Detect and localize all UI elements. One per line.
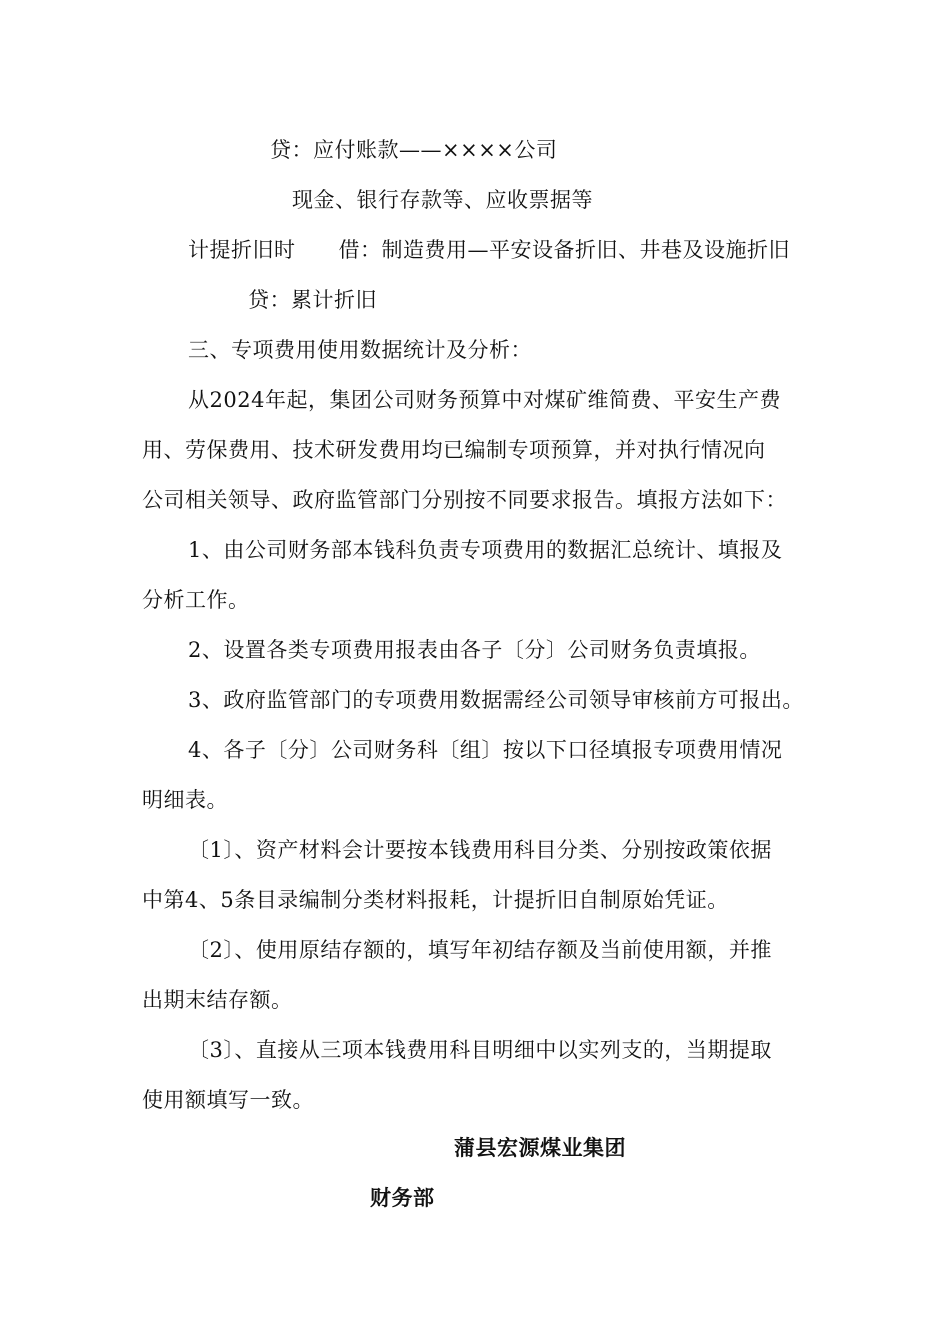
signature-company: 蒲县宏源煤业集团 bbox=[454, 1135, 626, 1160]
credit-payable-line: 贷：应付账款——××××公司 bbox=[270, 138, 558, 162]
depreciation-credit-line: 贷：累计折旧 bbox=[248, 288, 377, 312]
list-item-4-continued: 明细表。 bbox=[142, 788, 228, 812]
list-item-2: 2、设置各类专项费用报表由各子〔分〕公司财务负责填报。 bbox=[188, 638, 761, 662]
depreciation-debit-line: 计提折旧时 借：制造费用—平安设备折旧、井巷及设施折旧 bbox=[188, 238, 790, 262]
credit-cash-line: 现金、银行存款等、应收票据等 bbox=[292, 188, 593, 212]
paragraph-line: 公司相关领导、政府监管部门分别按不同要求报告。填报方法如下： bbox=[142, 488, 787, 512]
section-heading: 三、专项费用使用数据统计及分析： bbox=[188, 338, 532, 362]
list-item-1-continued: 分析工作。 bbox=[142, 588, 250, 612]
sub-item-2-continued: 出期末结存额。 bbox=[142, 988, 293, 1012]
sub-item-3: 〔3〕、直接从三项本钱费用科目明细中以实列支的，当期提取 bbox=[188, 1038, 772, 1062]
sub-item-1: 〔1〕、资产材料会计要按本钱费用科目分类、分别按政策依据 bbox=[188, 838, 772, 862]
sub-item-1-continued: 中第4、5条目录编制分类材料报耗，计提折旧自制原始凭证。 bbox=[142, 888, 729, 912]
paragraph-line: 用、劳保费用、技术研发费用均已编制专项预算，并对执行情况向 bbox=[142, 438, 766, 462]
paragraph-line: 从2024年起，集团公司财务预算中对煤矿维简费、平安生产费 bbox=[188, 388, 781, 412]
signature-department: 财务部 bbox=[370, 1185, 435, 1210]
sub-item-2: 〔2〕、使用原结存额的，填写年初结存额及当前使用额，并推 bbox=[188, 938, 772, 962]
list-item-1: 1、由公司财务部本钱科负责专项费用的数据汇总统计、填报及 bbox=[188, 538, 783, 562]
sub-item-3-continued: 使用额填写一致。 bbox=[142, 1088, 314, 1112]
list-item-3: 3、政府监管部门的专项费用数据需经公司领导审核前方可报出。 bbox=[188, 688, 804, 712]
list-item-4: 4、各子〔分〕公司财务科〔组〕按以下口径填报专项费用情况 bbox=[188, 738, 783, 762]
